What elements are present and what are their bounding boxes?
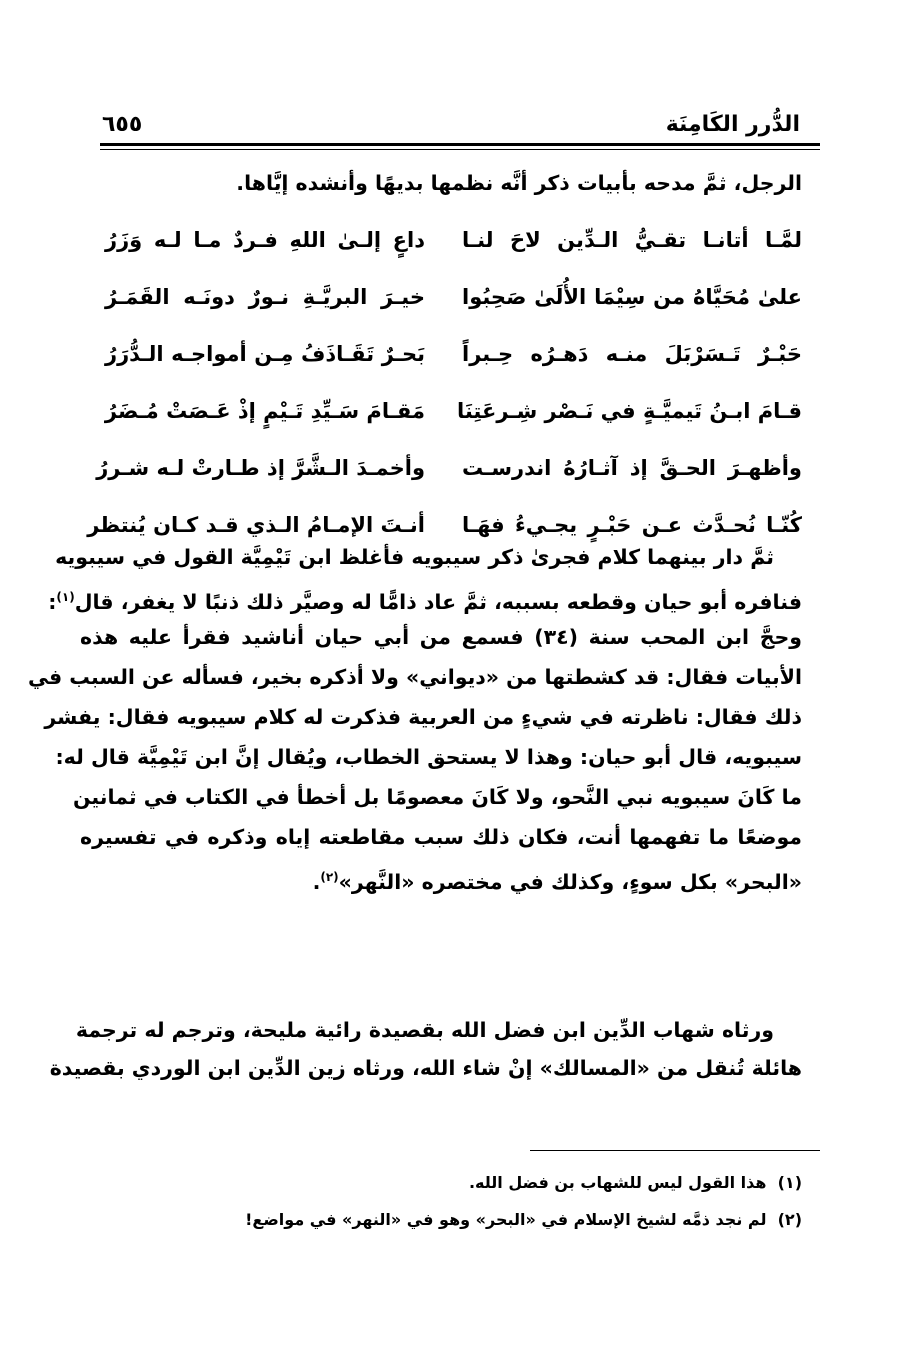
footnote-marker: (١) [777,1173,802,1192]
poem-hemistich-right: وأظهـرَ الحـقَّ إذ آثـارُهُ اندرسـت [462,456,802,480]
line-text: «البحر» بكل سوءٍ، وكذلك في مختصره «النَّهر» [338,869,802,894]
paragraph-line: ورثاه شهاب الدِّين ابن فضل الله بقصيدة رائية مليحة، وترجم له ترجمة [75,1018,774,1042]
footnote-ref-2[interactable]: (٢) [320,870,339,884]
poem-hemistich-left: أنـتَ الإمـامُ الـذي قـد كـان يُنتظر [87,513,425,537]
paragraph-line: الأبيات فقال: قد كشطتها من «ديواني» ولا أذكره بخير، فسأله عن السبب في [27,665,802,689]
footnote-1 [469,1173,802,1192]
poem-hemistich-left: مَقـامَ سَـيِّدِ تَـيْمٍ إذْ عَـصَتْ مُـضَرُ [104,399,425,423]
footnote-ref-1[interactable]: (١) [56,590,75,604]
poem-hemistich-left: بَحـرٌ تَقَـاذَفُ مِـن أمواجـه الـدُّرَرُ [105,342,425,366]
paragraph-line [48,582,802,617]
paragraph-line: سيبويه، قال أبو حيان: وهذا لا يستحق الخطاب، ويُقال إنَّ ابن تَيْمِيَّة قال له: [55,745,802,769]
poem-hemistich-right: قـامَ ابـنُ تَيميَّـةٍ في نَـصْر شِـرعَتِنَا [456,399,802,423]
footnote-2 [245,1210,802,1229]
paragraph-line: ثمَّ دار بينهما كلام فجرىٰ ذكر سيبويه فأغلظ ابن تَيْمِيَّة القول في سيبويه [55,545,774,569]
page-number: ٦٥٥ [102,112,143,137]
line-text: فنافره أبو حيان وقطعه بسببه، ثمَّ عاد ذامًّا له وصيَّر ذلك ذنبًا لا يغفر، قال [74,589,802,614]
paragraph-line: موضعًا ما تفهمها أنت، فكان ذلك سبب مقاطعته إياه وذكره في تفسيره [80,825,802,849]
paragraph-line: وحجَّ ابن المحب سنة (٣٤) فسمع من أبي حيان أناشيد فقرأ عليه هذه [80,625,802,649]
paragraph-line [80,862,802,897]
footnote-separator [530,1150,820,1151]
poem-hemistich-right: حَبْـرٌ تَـسَرْبَلَ منـه دَهـرُه حِـبراً [462,342,802,366]
intro-line: الرجل، ثمَّ مدحه بأبيات ذكر أنَّه نظمها بديهًا وأنشده إيَّاها. [236,171,802,195]
poem-hemistich-left: داعٍ إلـىٰ اللهِ فـردٌ مـا لـه وَزَرُ [105,228,425,252]
footnote-text: هذا القول ليس للشهاب بن فضل الله. [468,1173,767,1192]
paragraph-line: ذلك فقال: ناظرته في شيءٍ من العربية فذكرت له كلام سيبويه فقال: يفشر [44,705,802,729]
period: . [312,869,321,894]
footnote-text: لم نجد ذمَّه لشيخ الإسلام في «البحر» وهو في «النهر» في مواضع! [245,1210,767,1229]
running-title: الدُّرر الكَامِنَة [665,112,800,137]
poem-hemistich-right: علىٰ مُحَيَّاهُ من سِيْمَا الأُلَىٰ صَحِبُوا [462,285,802,309]
colon: : [48,589,57,614]
header-rule-thick [100,143,820,146]
poem-hemistich-right: لمَّـا أتانـا تقـيُّ الـدِّين لاحَ لنـا [462,228,802,252]
footnote-marker: (٢) [777,1210,802,1229]
paragraph-line: ما كَانَ سيبويه نبي النَّحو، ولا كَانَ معصومًا بل أخطأ في الكتاب في ثمانين [72,785,802,809]
header-rule-thin [100,149,820,150]
poem-hemistich-left: خيـرَ البريَّـةِ نـورٌ دونَـه القَمَـرُ [105,285,425,309]
poem-hemistich-left: وأخمـدَ الـشَّرَّ إذ طـارتْ لـه شـررُ [96,456,425,480]
paragraph-line: هائلة تُنقل من «المسالك» إنْ شاء الله، ورثاه زين الدِّين ابن الوردي بقصيدة [49,1056,802,1080]
poem-hemistich-right: كُنّـا نُحـدَّث عـن حَبْـرٍ يجـيءُ فهَـا [462,513,802,537]
